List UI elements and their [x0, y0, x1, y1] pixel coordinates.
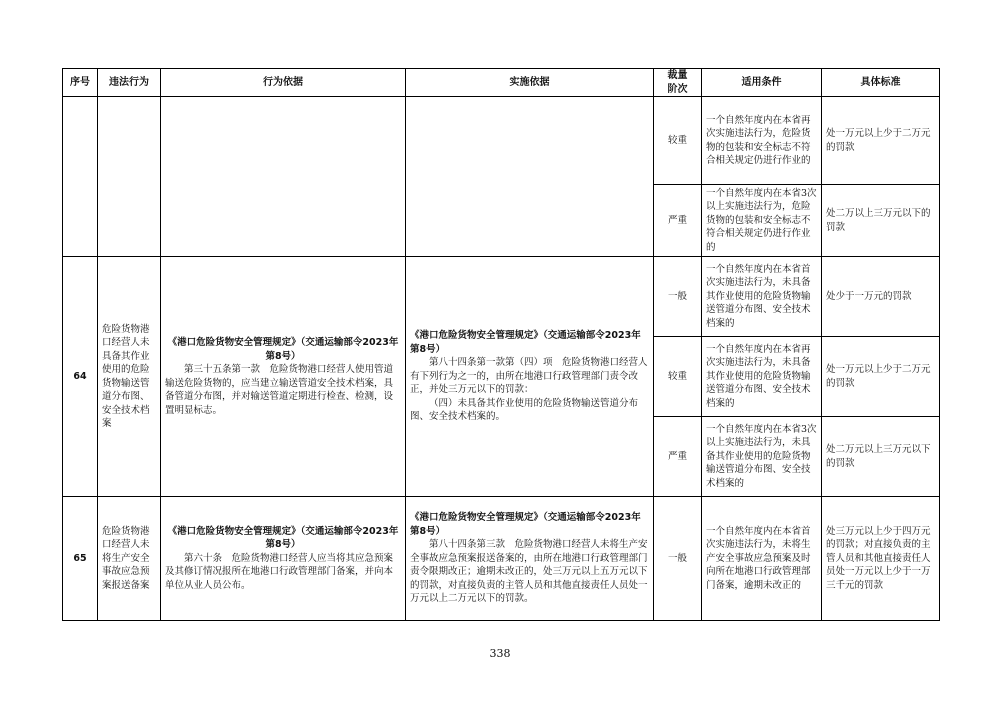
impl-title: 《港口危险货物安全管理规定》（交通运输部令2023年第8号） — [410, 330, 641, 355]
condition-cell: 一个自然年度内在本省3次以上实施违法行为，未具备其作业使用的危险货物输送管道分布图、安全技术档案的 — [702, 417, 822, 497]
implementation-basis-cell — [406, 497, 654, 621]
page-number: 338 — [489, 647, 511, 660]
level-cell: 较重 — [654, 97, 702, 185]
table-row — [63, 497, 940, 621]
condition-cell: 一个自然年度内在本省首次实施违法行为，未将生产安全事故应急预案及时向所在地港口行政管理部门备案，逾期未改正的 — [702, 497, 822, 621]
impl-text: 第八十四条第一款第（四）项 危险货物港口经营人有下列行为之一的，由所在地港口行政管理部门责令改正，并处三万元以下的罚款： — [410, 357, 648, 396]
impl-cell-empty — [406, 97, 654, 257]
condition-cell: 一个自然年度内在本省再次实施违法行为，未具备其作业使用的危险货物输送管道分布图、安全技术档案的 — [702, 337, 822, 417]
basis-title: 《港口危险货物安全管理规定》（交通运输部令2023年第8号） — [167, 525, 399, 551]
standard-cell: 处一万元以上少于二万元的罚款 — [822, 97, 940, 185]
penalty-discretion-table — [62, 68, 940, 621]
basis-title: 《港口危险货物安全管理规定》（交通运输部令2023年第8号） — [167, 337, 399, 362]
basis-cell-empty — [161, 97, 406, 257]
serial-number: 65 — [63, 497, 98, 621]
header-behavior-basis: 行为依据 — [161, 69, 406, 97]
behavior-basis-cell — [161, 257, 406, 497]
header-serial: 序号 — [63, 69, 98, 97]
header-implementation-basis: 实施依据 — [406, 69, 654, 97]
violation-cell: 危险货物港口经营人未将生产安全事故应急预案报送备案 — [98, 497, 161, 621]
header-violation: 违法行为 — [98, 69, 161, 97]
table-row — [63, 257, 940, 337]
standard-cell: 处少于一万元的罚款 — [822, 257, 940, 337]
basis-text: 第三十五条第一款 危险货物港口经营人使用管道输送危险货物的，应当建立输送管道安全技术档案，具备管道分布图，并对输送管道定期进行检查、检测，设置明显标志。 — [165, 364, 394, 416]
level-cell: 一般 — [654, 497, 702, 621]
header-conditions: 适用条件 — [702, 69, 822, 97]
violation-cell: 危险货物港口经营人未具备其作业使用的危险货物输送管道分布图、安全技术档案 — [98, 257, 161, 497]
header-discretion-level: 裁量 阶次 — [654, 69, 702, 97]
implementation-basis-cell — [406, 257, 654, 497]
violation-cell-empty — [98, 97, 161, 257]
basis-text: 第六十条 危险货物港口经营人应当将其应急预案及其修订情况报所在地港口行政管理部门备案，并向本单位从业人员公布。 — [165, 552, 394, 591]
table-header-row — [63, 69, 940, 97]
condition-cell: 一个自然年度内在本省再次实施违法行为，危险货物的包装和安全标志不符合相关规定仍进行作业的 — [702, 97, 822, 185]
condition-cell: 一个自然年度内在本省3次以上实施违法行为，危险货物的包装和安全标志不符合相关规定仍进行作业的 — [702, 185, 822, 257]
serial-number: 64 — [63, 257, 98, 497]
standard-cell: 处二万以上三万元以下的罚款 — [822, 185, 940, 257]
condition-cell: 一个自然年度内在本省首次实施违法行为，未具备其作业使用的危险货物输送管道分布图、安全技术档案的 — [702, 257, 822, 337]
standard-cell: 处一万元以上少于二万元的罚款 — [822, 337, 940, 417]
header-standard: 具体标准 — [822, 69, 940, 97]
impl-text: 第八十四条第三款 危险货物港口经营人未将生产安全事故应急预案报送备案的，由所在地港口行政管理部门责令限期改正；逾期未改正的，处三万元以上五万元以下的罚款，对直接负责的主管人员和其他直接责任人员处一万元以上二万元以下的罚款。 — [410, 539, 648, 605]
serial-cell-empty — [63, 97, 98, 257]
level-cell: 较重 — [654, 337, 702, 417]
impl-title: 《港口危险货物安全管理规定》（交通运输部令2023年第8号） — [410, 512, 641, 537]
standard-cell: 处二万元以上三万元以下的罚款 — [822, 417, 940, 497]
table-row — [63, 97, 940, 185]
standard-cell: 处三万元以上少于四万元的罚款；对直接负责的主管人员和其他直接责任人员处一万元以上少于一万三千元的罚款 — [822, 497, 940, 621]
level-cell: 严重 — [654, 417, 702, 497]
level-cell: 严重 — [654, 185, 702, 257]
level-cell: 一般 — [654, 257, 702, 337]
impl-text-item: （四）未具备其作业使用的危险货物输送管道分布图、安全技术档案的。 — [410, 397, 639, 423]
behavior-basis-cell — [161, 497, 406, 621]
